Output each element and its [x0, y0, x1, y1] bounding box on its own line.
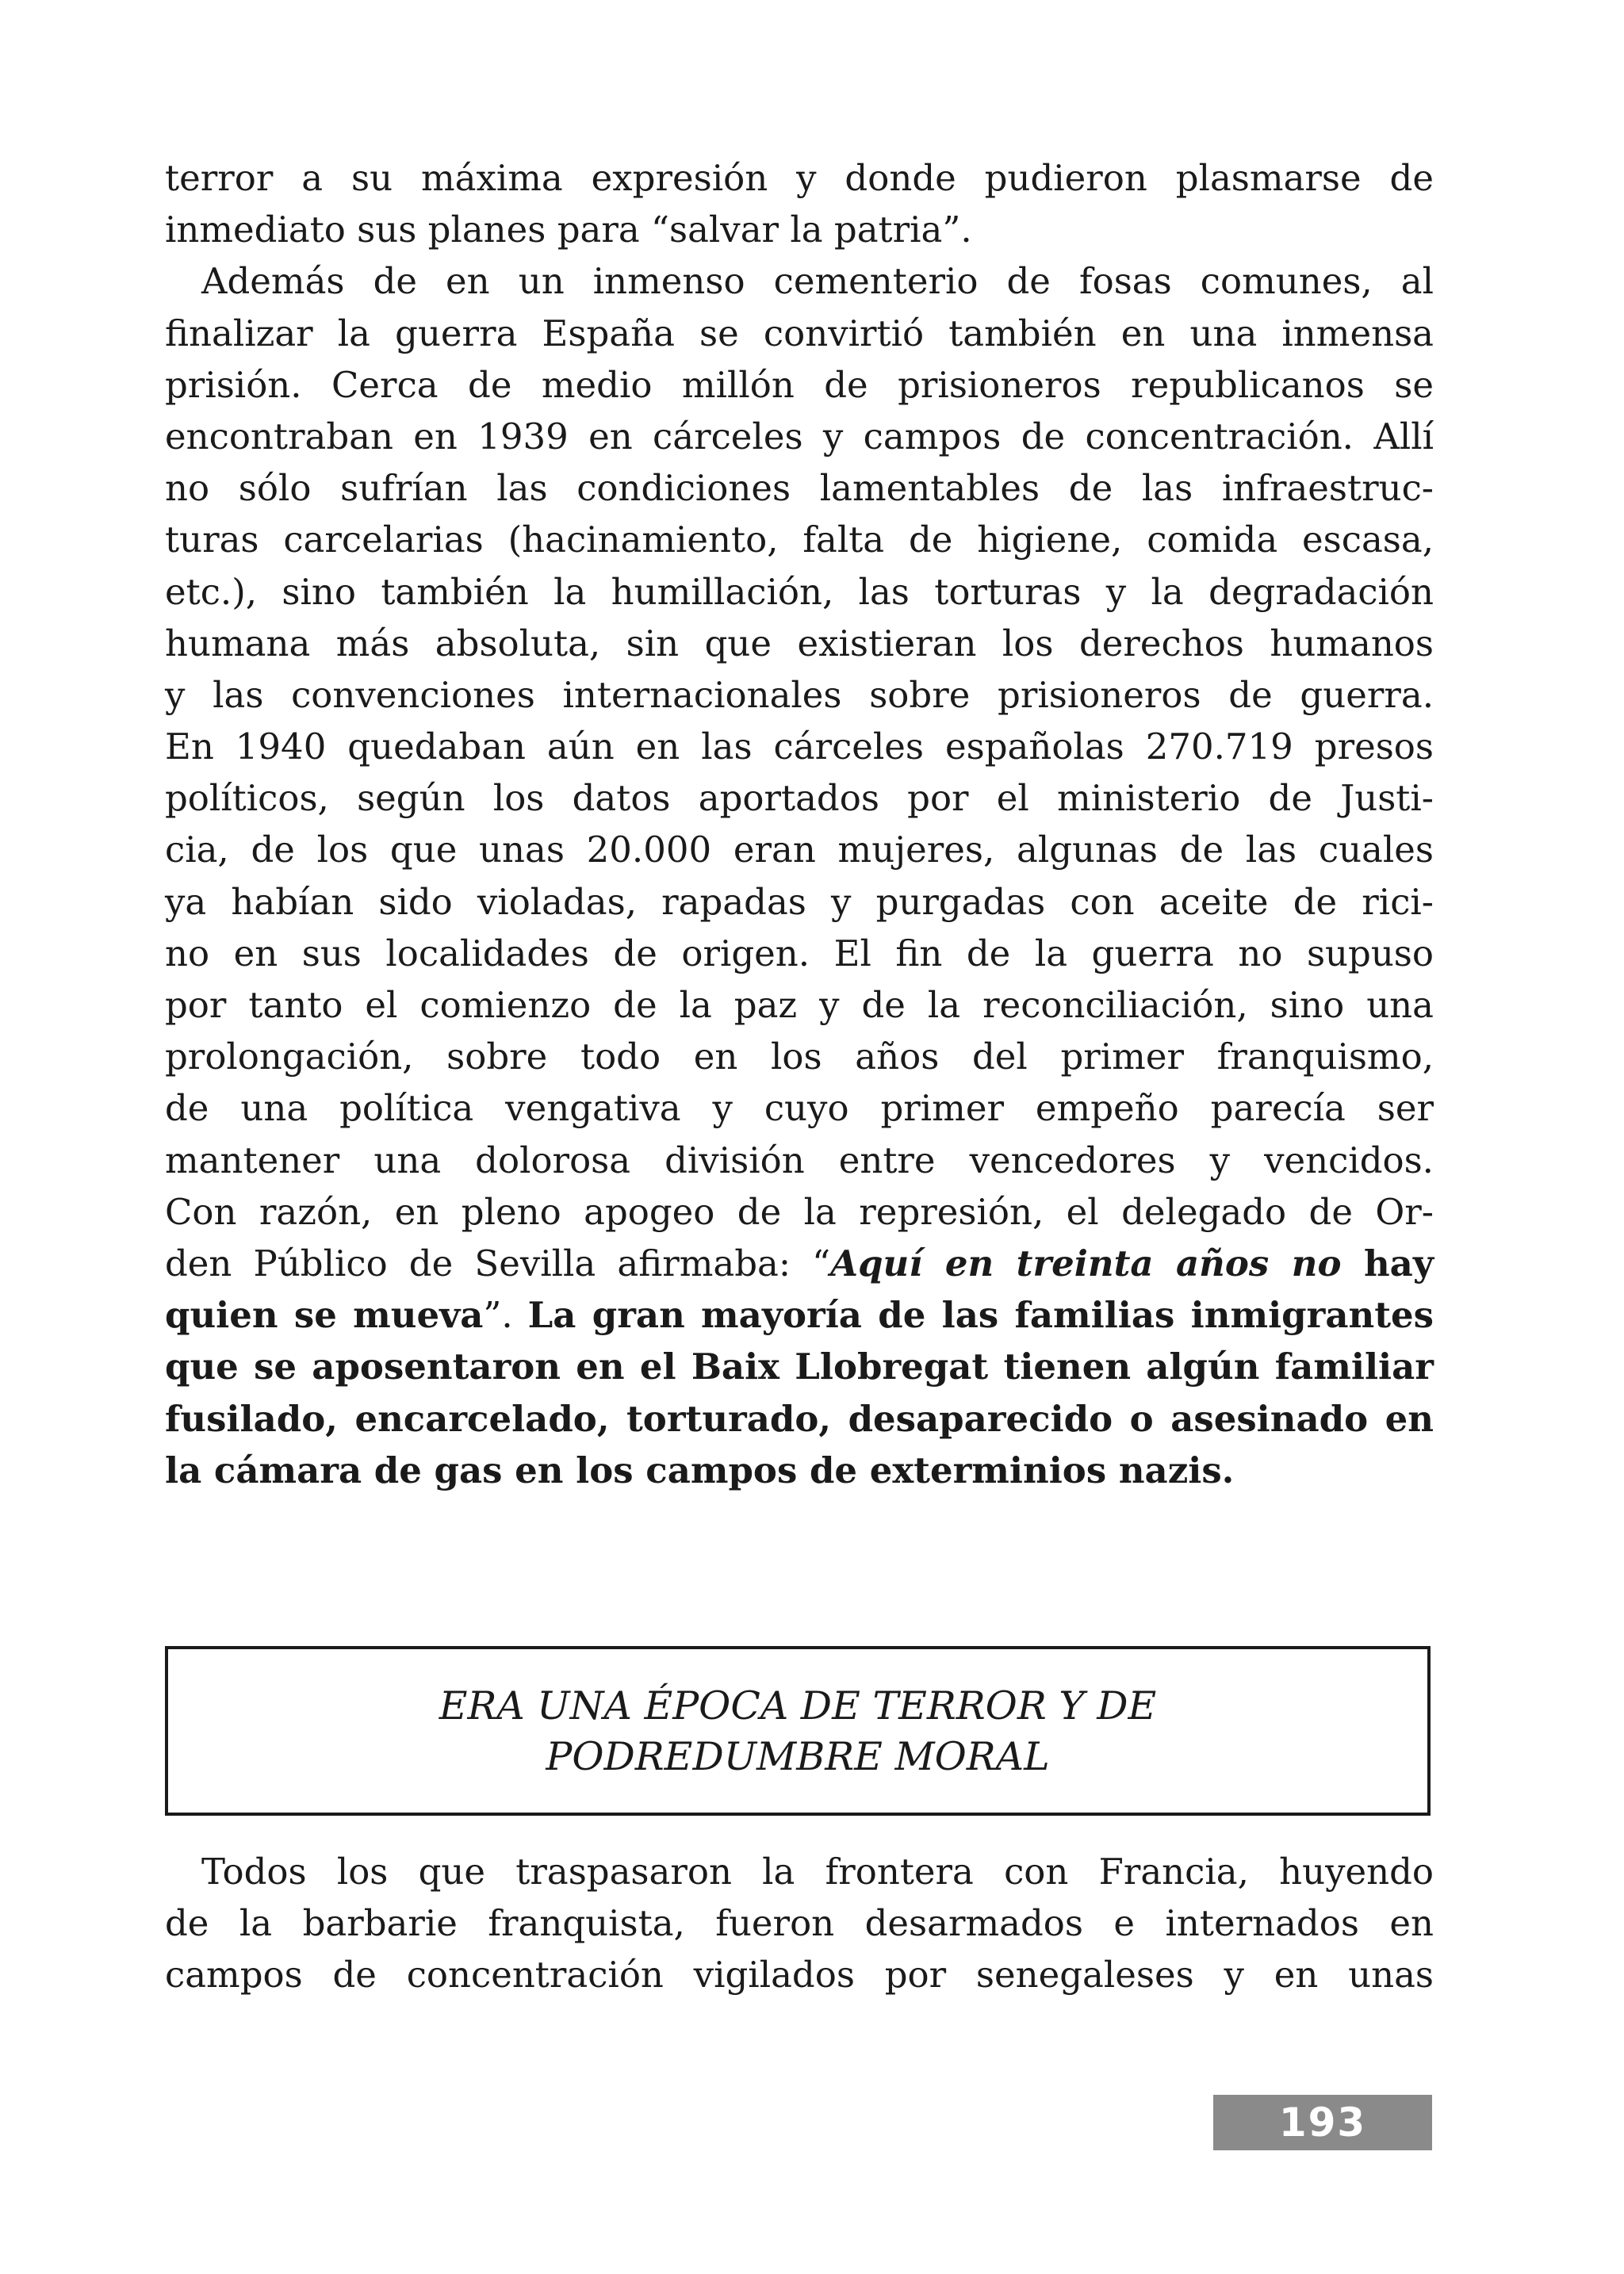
- section-heading-box: [165, 1646, 1431, 1816]
- quote-line-continued: [165, 1289, 1434, 1341]
- text-line: Todos los que traspasaron la frontera con Francia, huyendo: [201, 1851, 1434, 1893]
- bold-statement-start: La gran mayoría de las familias inmigrantes: [527, 1294, 1434, 1337]
- body-text-block-2: [165, 1846, 1434, 2001]
- text-line: políticos, según los datos aportados por el ministerio de Justi-: [165, 777, 1434, 820]
- quote-bold-end: quien se mueva: [165, 1294, 484, 1337]
- text-line: cia, de los que unas 20.000 eran mujeres, algunas de las cuales: [165, 829, 1434, 871]
- bold-text-line: la cámara de gas en los campos de exterminios nazis.: [165, 1449, 1235, 1491]
- text-line: turas carcelarias (hacinamiento, falta de higiene, comida escasa,: [165, 519, 1434, 561]
- text-line: prisión. Cerca de medio millón de prisioneros republicanos se: [165, 363, 1434, 406]
- text-line: terror a su máxima expresión y donde pudieron plasmarse de: [165, 157, 1434, 199]
- text-line: prolongación, sobre todo en los años del primer franquismo,: [165, 1036, 1434, 1078]
- text-line: de una política vengativa y cuyo primer empeño parecía ser: [165, 1087, 1434, 1130]
- text-line: y las convenciones internacionales sobre prisioneros de guerra.: [165, 673, 1434, 716]
- section-heading-line: PODREDUMBRE MORAL: [546, 1734, 1050, 1779]
- text-line: por tanto el comienzo de la paz y de la reconciliación, sino una: [165, 984, 1434, 1026]
- text-line: encontraban en 1939 en cárceles y campos de concentración. Allí: [165, 415, 1434, 457]
- text-line: En 1940 quedaban aún en las cárceles españolas 270.719 presos: [165, 725, 1434, 768]
- text-line: campos de concentración vigilados por senegaleses y en unas: [165, 1954, 1434, 1996]
- quote-close: ”.: [483, 1294, 528, 1337]
- text-line: finalizar la guerra España se convirtió también en una inmensa: [165, 312, 1434, 354]
- text-line: inmediato sus planes para “salvar la patria”.: [165, 209, 972, 251]
- bold-text-line: fusilado, encarcelado, torturado, desaparecido o asesinado en: [165, 1397, 1434, 1440]
- text-line: mantener una dolorosa división entre vencedores y vencidos.: [165, 1139, 1434, 1181]
- section-heading: [168, 1681, 1427, 1782]
- text-line: no sólo sufrían las condiciones lamentables de las infraestruc-: [165, 467, 1434, 510]
- section-heading-line: ERA UNA ÉPOCA DE TERROR Y DE: [439, 1683, 1157, 1728]
- page-number: 193: [1213, 2095, 1432, 2150]
- text-line: ya habían sido violadas, rapadas y purgadas con aceite de rici-: [165, 880, 1434, 923]
- body-text-block: [165, 152, 1434, 1496]
- text-line: Además de en un inmenso cementerio de fosas comunes, al: [201, 260, 1434, 303]
- quote-line: [165, 1238, 1434, 1289]
- quote-bold-text: hay: [1341, 1242, 1434, 1284]
- text-line: de la barbarie franquista, fueron desarmados e internados en: [165, 1902, 1434, 1945]
- text-line: etc.), sino también la humillación, las torturas y la degradación: [165, 570, 1434, 613]
- text-line: Con razón, en pleno apogeo de la represión, el delegado de Or-: [165, 1190, 1434, 1233]
- text-line: no en sus localidades de origen. El fin de la guerra no supuso: [165, 932, 1434, 974]
- text-line: humana más absoluta, sin que existieran los derechos humanos: [165, 622, 1434, 664]
- quote-italic-text: Aquí en treinta años no: [830, 1242, 1342, 1284]
- quote-intro: den Público de Sevilla afirmaba: “: [165, 1242, 831, 1284]
- bold-text-line: que se aposentaron en el Baix Llobregat tienen algún familiar: [165, 1346, 1434, 1388]
